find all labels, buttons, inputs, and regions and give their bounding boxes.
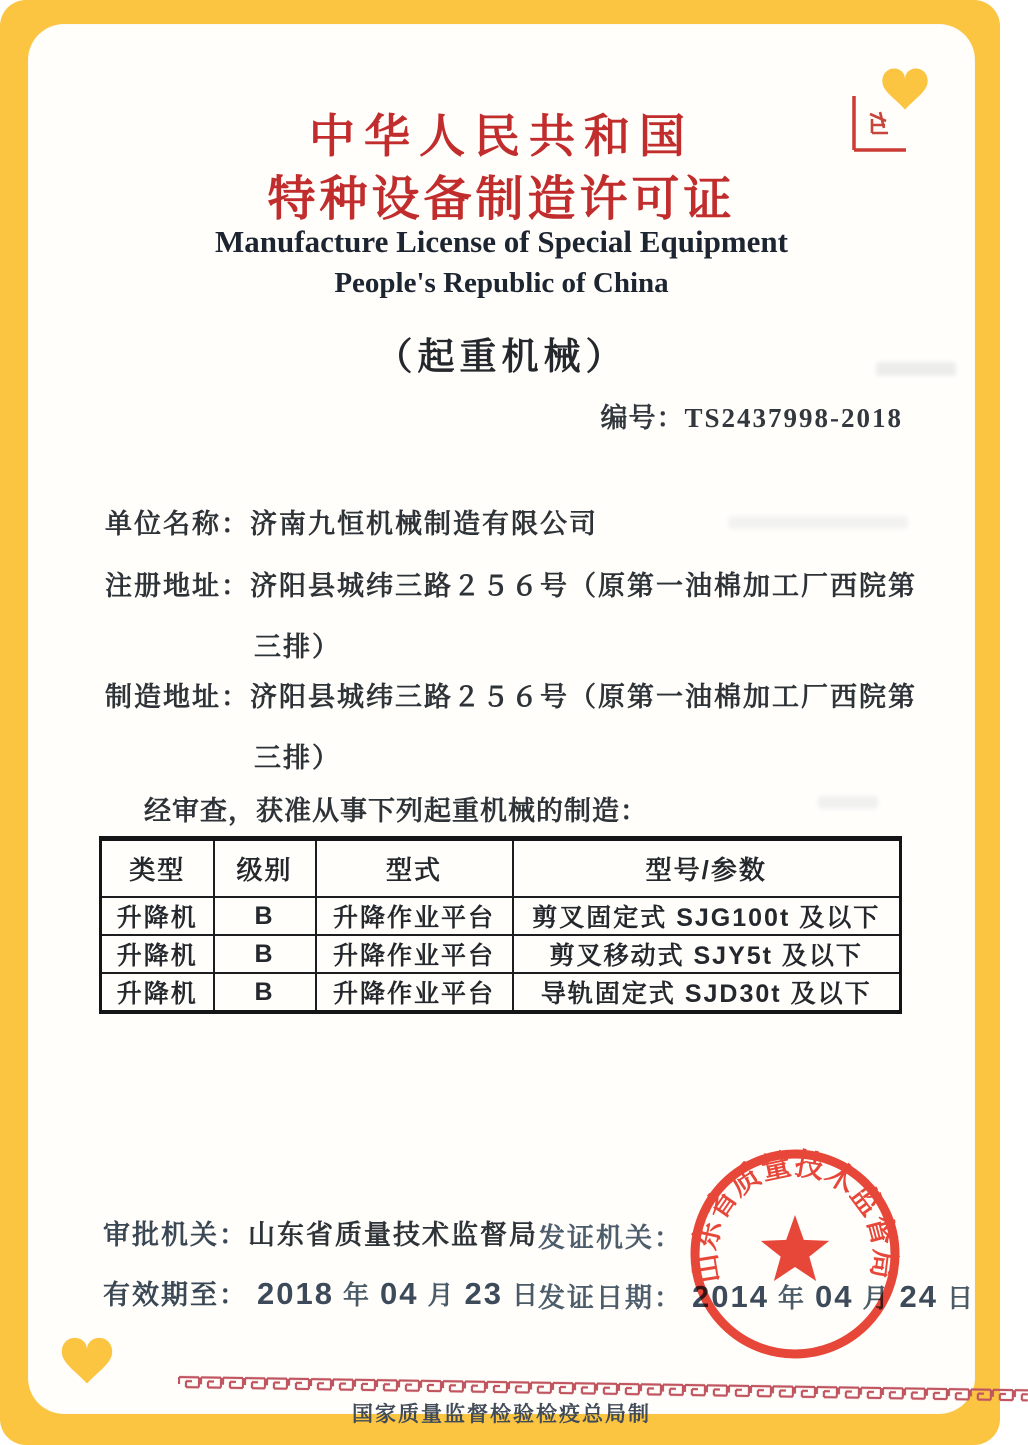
cell-form: 升降作业平台 bbox=[316, 897, 513, 935]
cell-model: 导轨固定式 SJD30t 及以下 bbox=[513, 973, 901, 1012]
approving-authority-label: 审批机关： bbox=[103, 1220, 248, 1250]
issue-day: 24 bbox=[899, 1279, 938, 1314]
issue-month: 04 bbox=[814, 1279, 854, 1314]
day-char: 日 bbox=[946, 1283, 975, 1313]
table-row bbox=[101, 897, 901, 935]
col-header-model: 型号/参数 bbox=[513, 839, 901, 898]
equipment-category: （起重机械） bbox=[375, 336, 628, 377]
license-number-value: TS2437998-2018 bbox=[684, 403, 903, 433]
license-number-line bbox=[600, 396, 903, 435]
license-number-label: 编号： bbox=[600, 403, 685, 433]
valid-month: 04 bbox=[379, 1276, 419, 1311]
day-char: 日 bbox=[511, 1280, 540, 1310]
scan-artifact bbox=[818, 796, 878, 809]
cell-form: 升降作业平台 bbox=[316, 935, 513, 973]
table-row bbox=[101, 935, 901, 973]
month-char: 月 bbox=[862, 1283, 891, 1313]
seal-text: 山东省质量技术监督局 bbox=[686, 1145, 904, 1286]
heart-icon bbox=[57, 1333, 117, 1386]
bottom-issuer-note: 国家质量监督检验检疫总局制 bbox=[352, 1403, 651, 1426]
col-header-type: 类型 bbox=[101, 839, 214, 898]
cell-grade: B bbox=[214, 973, 316, 1012]
cell-type: 升降机 bbox=[101, 897, 214, 935]
scan-artifact bbox=[876, 362, 956, 376]
issuing-authority-label: 发证机关： bbox=[538, 1223, 683, 1253]
scan-artifact bbox=[728, 516, 908, 529]
seal-star bbox=[761, 1215, 829, 1281]
registered-address-label: 注册地址： bbox=[105, 571, 250, 601]
certificate-card bbox=[28, 24, 975, 1426]
cell-model: 剪叉固定式 SJG100t 及以下 bbox=[513, 897, 901, 935]
registered-address-row bbox=[105, 564, 917, 603]
year-char: 年 bbox=[342, 1280, 371, 1310]
cell-grade: B bbox=[214, 935, 316, 973]
official-seal bbox=[679, 1138, 911, 1370]
issue-date-label: 发证日期： bbox=[538, 1283, 683, 1313]
approving-authority-value: 山东省质量技术监督局 bbox=[248, 1220, 538, 1250]
col-header-form: 型式 bbox=[316, 839, 513, 898]
company-name-value: 济南九恒机械制造有限公司 bbox=[250, 509, 598, 539]
cell-model: 剪叉移动式 SJY5t 及以下 bbox=[513, 935, 901, 973]
manufacture-address-row bbox=[105, 675, 917, 714]
valid-until-label: 有效期至： bbox=[103, 1280, 248, 1310]
title-cn-country: 中华人民共和国 bbox=[309, 110, 694, 162]
cell-grade: B bbox=[214, 897, 316, 935]
approved-equipment-table bbox=[99, 836, 902, 1014]
registered-address-line1: 济阳县城纬三路２５６号（原第一油棉加工厂西院第 bbox=[250, 571, 917, 601]
manufacture-address-label: 制造地址： bbox=[105, 682, 250, 712]
cell-form: 升降作业平台 bbox=[316, 973, 513, 1012]
manufacture-address-line2: 三排） bbox=[254, 743, 341, 773]
year-char: 年 bbox=[777, 1283, 806, 1313]
issue-year: 2014 bbox=[692, 1279, 769, 1314]
heart-icon bbox=[878, 63, 932, 113]
cell-type: 升降机 bbox=[101, 973, 214, 1012]
valid-day: 23 bbox=[464, 1276, 503, 1311]
valid-until-row bbox=[103, 1273, 549, 1312]
approving-authority-row bbox=[103, 1213, 538, 1252]
manufacture-address-line1: 济阳县城纬三路２５６号（原第一油棉加工厂西院第 bbox=[250, 682, 917, 712]
cell-type: 升降机 bbox=[101, 935, 214, 973]
valid-year: 2018 bbox=[257, 1276, 334, 1311]
company-name-label: 单位名称： bbox=[105, 509, 250, 539]
registered-address-line2: 三排） bbox=[254, 632, 341, 662]
col-header-grade: 级别 bbox=[214, 839, 316, 898]
approval-note: 经审查，获准从事下列起重机械的制造： bbox=[144, 796, 648, 826]
table-header-row bbox=[101, 839, 901, 898]
title-en-license: Manufacture License of Special Equipment bbox=[215, 224, 788, 259]
month-char: 月 bbox=[427, 1280, 456, 1310]
title-cn-license: 特种设备制造许可证 bbox=[267, 173, 736, 226]
company-name-row bbox=[105, 502, 598, 541]
title-en-country: People's Republic of China bbox=[334, 267, 669, 299]
table-row bbox=[101, 973, 901, 1012]
